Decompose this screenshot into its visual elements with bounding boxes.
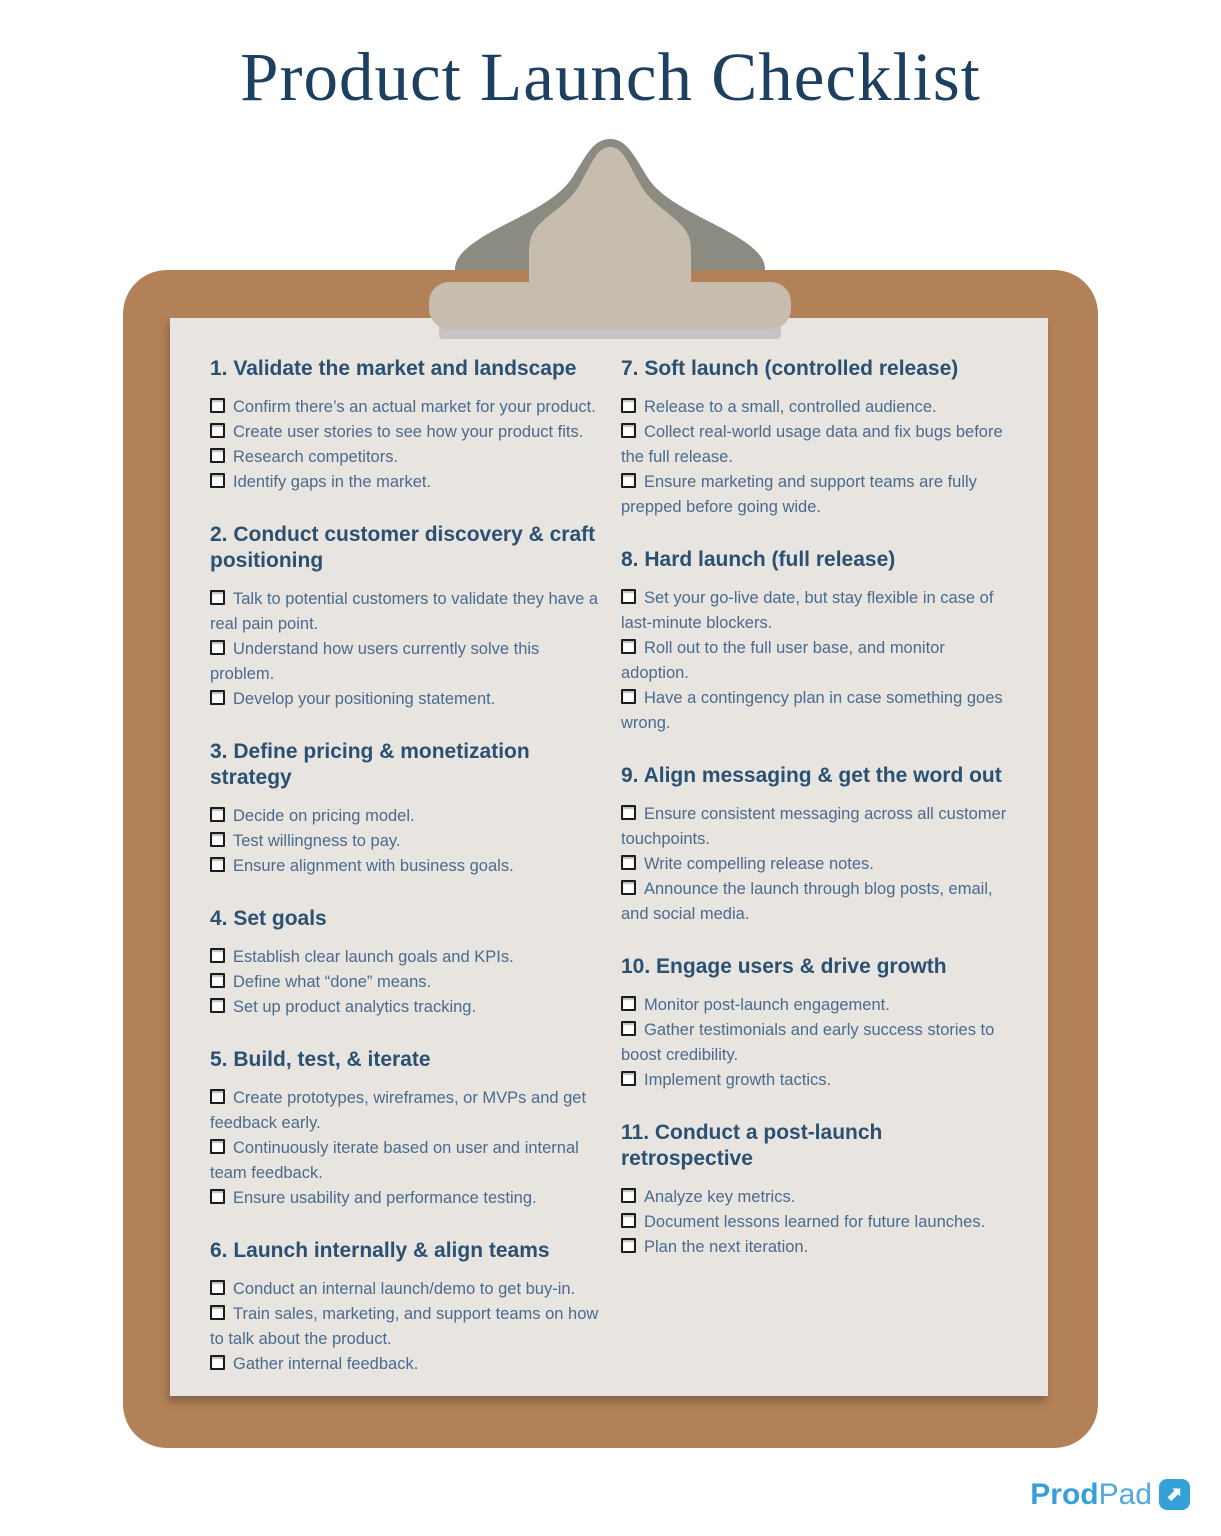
checklist-section [210, 1047, 603, 1211]
checklist-item [621, 1068, 1014, 1093]
checklist-item-label: Create prototypes, wireframes, or MVPs and get feedback early. [210, 1089, 587, 1132]
checklist-item [621, 1210, 1014, 1235]
checklist-item-label: Understand how users currently solve this problem. [210, 640, 540, 683]
checkbox-icon[interactable] [210, 1280, 225, 1295]
checklist-item [621, 470, 1014, 520]
checklist-item-label: Implement growth tactics. [644, 1071, 832, 1089]
checklist-item-label: Have a contingency plan in case something goes wrong. [621, 689, 1003, 732]
checklist-item-label: Train sales, marketing, and support teams on how to talk about the product. [210, 1305, 599, 1348]
checklist-item-label: Develop your positioning statement. [233, 690, 496, 708]
checklist-item [621, 877, 1014, 927]
checklist-item [210, 687, 603, 712]
checklist-item-label: Ensure usability and performance testing. [233, 1189, 537, 1207]
checkbox-icon[interactable] [210, 423, 225, 438]
checkbox-icon[interactable] [210, 398, 225, 413]
checklist-item-label: Establish clear launch goals and KPIs. [233, 948, 514, 966]
checkbox-icon[interactable] [621, 423, 636, 438]
checkbox-icon[interactable] [621, 1213, 636, 1228]
checklist-item [621, 852, 1014, 877]
checkbox-icon[interactable] [621, 805, 636, 820]
section-heading: 6. Launch internally & align teams [210, 1239, 550, 1262]
checkbox-icon[interactable] [210, 590, 225, 605]
checkbox-icon[interactable] [621, 689, 636, 704]
checkbox-icon[interactable] [210, 640, 225, 655]
checklist-item-label: Create user stories to see how your product fits. [233, 423, 584, 441]
checklist-section [210, 1238, 603, 1377]
checklist-item [210, 1277, 603, 1302]
section-heading: 9. Align messaging & get the word out [621, 764, 1002, 787]
checklist-section [621, 356, 1014, 520]
checkbox-icon[interactable] [621, 589, 636, 604]
section-heading: 10. Engage users & drive growth [621, 955, 947, 978]
checkbox-icon[interactable] [621, 855, 636, 870]
checklist-item [621, 1185, 1014, 1210]
checklist-item [210, 829, 603, 854]
checklist-item-label: Plan the next iteration. [644, 1238, 809, 1256]
checklist-item [621, 395, 1014, 420]
section-heading: 2. Conduct customer discovery & craft positioning [210, 523, 596, 572]
checkbox-icon[interactable] [210, 690, 225, 705]
checklist-item-label: Monitor post-launch engagement. [644, 996, 890, 1014]
checklist-item-label: Identify gaps in the market. [233, 473, 432, 491]
prodpad-wordmark-prod: Prod [1030, 1477, 1099, 1511]
section-heading: 5. Build, test, & iterate [210, 1048, 431, 1071]
checklist-section [621, 1120, 1014, 1260]
checklist-item [210, 1302, 603, 1352]
checkbox-icon[interactable] [621, 473, 636, 488]
checkbox-icon[interactable] [621, 1021, 636, 1036]
checkbox-icon[interactable] [210, 448, 225, 463]
checklist-item [621, 420, 1014, 470]
checklist-item [621, 586, 1014, 636]
checkbox-icon[interactable] [621, 1188, 636, 1203]
checklist-item [621, 993, 1014, 1018]
prodpad-wordmark [1030, 1477, 1152, 1511]
left-column [210, 356, 603, 1396]
checklist-item-label: Write compelling release notes. [644, 855, 874, 873]
checklist-item [210, 470, 603, 495]
checkbox-icon[interactable] [210, 1089, 225, 1104]
checkbox-icon[interactable] [210, 857, 225, 872]
checklist-item [210, 804, 603, 829]
checklist-item [210, 420, 603, 445]
checklist-item-label: Collect real-world usage data and fix bugs before the full release. [621, 423, 1003, 466]
checklist-item [210, 445, 603, 470]
checklist-section [621, 547, 1014, 736]
checklist-item-label: Release to a small, controlled audience. [644, 398, 937, 416]
clipboard-clip-icon [427, 133, 793, 343]
section-heading: 3. Define pricing & monetization strategy [210, 740, 530, 789]
prodpad-wordmark-pad: Pad [1098, 1477, 1152, 1511]
checklist-item-label: Talk to potential customers to validate they have a real pain point. [210, 590, 599, 633]
checklist-item-label: Set your go-live date, but stay flexible in case of last-minute blockers. [621, 589, 994, 632]
checkbox-icon[interactable] [210, 832, 225, 847]
checklist-item-label: Ensure marketing and support teams are fully prepped before going wide. [621, 473, 977, 516]
checklist-item [210, 395, 603, 420]
section-heading: 1. Validate the market and landscape [210, 357, 577, 380]
checkbox-icon[interactable] [621, 398, 636, 413]
checklist-item-label: Decide on pricing model. [233, 807, 415, 825]
checklist-item [210, 995, 603, 1020]
checkbox-icon[interactable] [621, 639, 636, 654]
checklist-item [210, 1352, 603, 1377]
checklist-item [210, 1086, 603, 1136]
checkbox-icon[interactable] [210, 948, 225, 963]
checklist-item-label: Ensure consistent messaging across all customer touchpoints. [621, 805, 1007, 848]
checkbox-icon[interactable] [621, 1071, 636, 1086]
checkbox-icon[interactable] [210, 1139, 225, 1154]
checkbox-icon[interactable] [621, 880, 636, 895]
checklist-item-label: Define what “done” means. [233, 973, 432, 991]
checkbox-icon[interactable] [621, 996, 636, 1011]
checkbox-icon[interactable] [621, 1238, 636, 1253]
checklist-section [210, 356, 603, 495]
checklist-item-label: Confirm there’s an actual market for your product. [233, 398, 596, 416]
section-heading: 8. Hard launch (full release) [621, 548, 896, 571]
checklist-item-label: Continuously iterate based on user and internal team feedback. [210, 1139, 579, 1182]
checklist-item [210, 945, 603, 970]
page-title: Product Launch Checklist [240, 39, 981, 115]
right-column [621, 356, 1014, 1396]
checklist-item-label: Set up product analytics tracking. [233, 998, 477, 1016]
checklist-item [210, 1186, 603, 1211]
checklist-item-label: Ensure alignment with business goals. [233, 857, 514, 875]
section-heading: 7. Soft launch (controlled release) [621, 357, 959, 380]
checklist-section [621, 954, 1014, 1093]
checkbox-icon[interactable] [210, 1189, 225, 1204]
checklist-item-label: Roll out to the full user base, and monitor adoption. [621, 639, 945, 682]
checklist-item [210, 1136, 603, 1186]
checklist-item-label: Test willingness to pay. [233, 832, 401, 850]
prodpad-arrow-up-right-icon: ⬈ [1159, 1479, 1190, 1510]
prodpad-logo [1030, 1479, 1190, 1510]
checklist-section [210, 739, 603, 879]
checklist-section [210, 906, 603, 1020]
checklist-item-label: Announce the launch through blog posts, email, and social media. [621, 880, 993, 923]
checklist-paper [170, 318, 1048, 1396]
checkbox-icon[interactable] [210, 473, 225, 488]
checklist-item-label: Conduct an internal launch/demo to get buy-in. [233, 1280, 576, 1298]
checklist-section [621, 763, 1014, 927]
checklist-item [621, 636, 1014, 686]
checklist-item [621, 686, 1014, 736]
section-heading: 4. Set goals [210, 907, 327, 930]
checkbox-icon[interactable] [210, 1305, 225, 1320]
checklist-item-label: Research competitors. [233, 448, 399, 466]
checklist-item-label: Gather testimonials and early success stories to boost credibility. [621, 1021, 995, 1064]
checklist-item-label: Gather internal feedback. [233, 1355, 419, 1373]
checkbox-icon[interactable] [210, 973, 225, 988]
checkbox-icon[interactable] [210, 1355, 225, 1370]
checklist-item-label: Analyze key metrics. [644, 1188, 796, 1206]
checklist-item [621, 1018, 1014, 1068]
checklist-item [210, 854, 603, 879]
checklist-item-label: Document lessons learned for future launches. [644, 1213, 986, 1231]
checklist-item [210, 587, 603, 637]
checklist-item [210, 970, 603, 995]
checklist-item [210, 637, 603, 687]
section-heading: 11. Conduct a post-launch retrospective [621, 1121, 883, 1170]
checkbox-icon[interactable] [210, 998, 225, 1013]
checklist-item [621, 802, 1014, 852]
checkbox-icon[interactable] [210, 807, 225, 822]
checklist-section [210, 522, 603, 712]
checklist-item [621, 1235, 1014, 1260]
